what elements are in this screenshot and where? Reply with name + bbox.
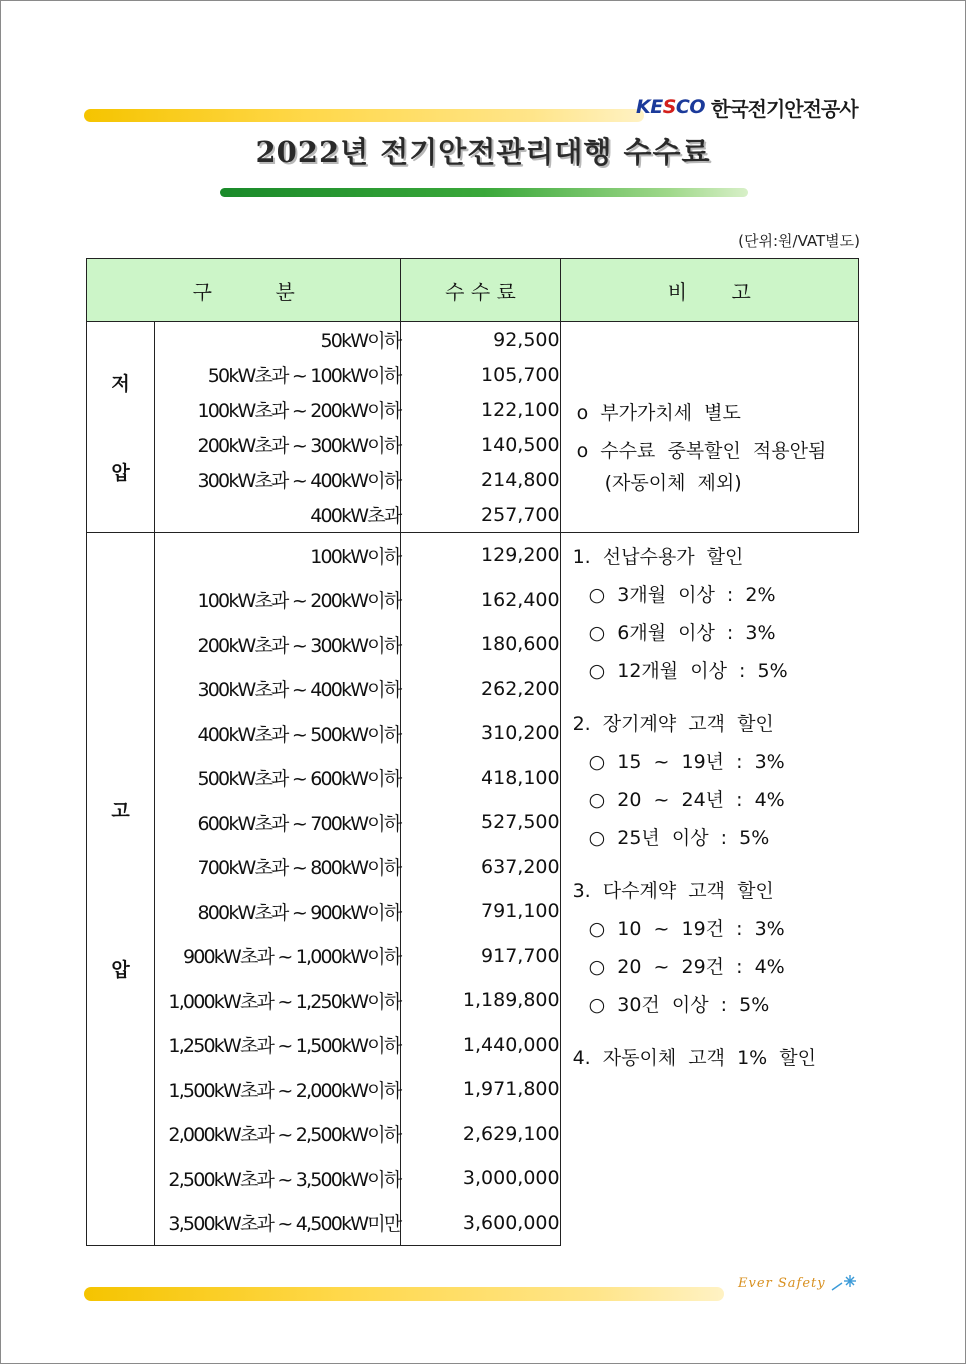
discount-item: ○ 25년 이상 : 5% (588, 827, 770, 849)
capacity-range: 400kW초과 (155, 497, 401, 533)
discount-item: ○ 20 ~ 29건 : 4% (588, 956, 785, 978)
capacity-range: 3,500kW초과 ~ 4,500kW미만 (155, 1201, 401, 1246)
kesco-logo (636, 92, 858, 122)
capacity-range: 600kW초과 ~ 700kW이하 (155, 800, 401, 845)
category-label-bottom: 압 (111, 959, 130, 981)
capacity-range: 300kW초과 ~ 400kW이하 (155, 462, 401, 497)
fee-amount: 1,971,800 (401, 1067, 560, 1112)
discount-title: 4. 자동이체 고객 1% 할인 (572, 1047, 817, 1069)
table-row (87, 1112, 859, 1157)
fee-amount: 105,700 (401, 357, 560, 392)
note-autopay-exception: (자동이체 제외) (604, 472, 742, 494)
capacity-range: 100kW초과 ~ 200kW이하 (155, 578, 401, 623)
remarks-cell (560, 322, 858, 1069)
capacity-range: 100kW초과 ~ 200kW이하 (155, 392, 401, 427)
org-name: 한국전기안전공사 (711, 96, 858, 121)
unit-note: (단위:원/VAT별도) (738, 232, 860, 250)
table-row (87, 1201, 859, 1246)
discount-item: ○ 3개월 이상 : 2% (588, 584, 776, 606)
title-underline-bar (220, 188, 748, 197)
discount-item: ○ 30건 이상 : 5% (588, 994, 770, 1016)
capacity-range: 400kW초과 ~ 500kW이하 (155, 711, 401, 756)
footer-gold-bar (84, 1287, 724, 1301)
capacity-range: 2,500kW초과 ~ 3,500kW이하 (155, 1156, 401, 1201)
fee-amount: 917,700 (401, 934, 560, 979)
capacity-range: 1,000kW초과 ~ 1,250kW이하 (155, 978, 401, 1023)
fee-amount: 162,400 (401, 578, 560, 623)
capacity-range: 1,250kW초과 ~ 1,500kW이하 (155, 1023, 401, 1068)
fee-amount: 418,100 (401, 756, 560, 801)
category-label-bottom: 압 (111, 462, 130, 484)
table-row (87, 1067, 859, 1112)
note-vat: o 부가가치세 별도 (576, 402, 741, 424)
fee-amount: 262,200 (401, 667, 560, 712)
capacity-range: 200kW초과 ~ 300kW이하 (155, 427, 401, 462)
table-row (87, 322, 859, 358)
category-label-top: 고 (111, 800, 130, 822)
kesco-logo-mark: KESCO (636, 96, 705, 118)
discount-item: ○ 12개월 이상 : 5% (588, 660, 788, 682)
high_voltage-label (87, 533, 155, 1246)
capacity-range: 800kW초과 ~ 900kW이하 (155, 889, 401, 934)
fee-amount: 637,200 (401, 845, 560, 890)
capacity-range: 500kW초과 ~ 600kW이하 (155, 756, 401, 801)
capacity-range: 300kW초과 ~ 400kW이하 (155, 667, 401, 712)
header-remarks: 비 고 (560, 259, 858, 322)
capacity-range: 50kW이하 (155, 322, 401, 358)
fee-amount: 214,800 (401, 462, 560, 497)
low_voltage-label (87, 322, 155, 533)
capacity-range: 900kW초과 ~ 1,000kW이하 (155, 934, 401, 979)
note-no-double-discount: o 수수료 중복할인 적용안됨 (576, 440, 827, 462)
capacity-range: 50kW초과 ~ 100kW이하 (155, 357, 401, 392)
fee-amount: 791,100 (401, 889, 560, 934)
fee-amount: 180,600 (401, 622, 560, 667)
fee-amount: 140,500 (401, 427, 560, 462)
discount-title: 3. 다수계약 고객 할인 (572, 880, 774, 902)
fee-amount: 1,189,800 (401, 978, 560, 1023)
table-header-row (87, 259, 859, 322)
capacity-range: 100kW이하 (155, 533, 401, 578)
discount-item: ○ 10 ~ 19건 : 3% (588, 918, 785, 940)
page-title: 2022년 전기안전관리대행 수수료 (255, 135, 711, 169)
fee-table (86, 258, 859, 1246)
fee-amount: 257,700 (401, 497, 560, 533)
category-label-top: 저 (111, 373, 130, 395)
discount-item: ○ 15 ~ 19년 : 3% (588, 751, 785, 773)
capacity-range: 700kW초과 ~ 800kW이하 (155, 845, 401, 890)
capacity-range: 1,500kW초과 ~ 2,000kW이하 (155, 1067, 401, 1112)
header-category: 구 분 (87, 259, 401, 322)
header-gold-bar (84, 109, 644, 122)
fee-amount: 3,000,000 (401, 1156, 560, 1201)
ever-safety-logo: Ever Safety (738, 1276, 826, 1291)
discount-title: 2. 장기계약 고객 할인 (572, 713, 774, 735)
fee-amount: 129,200 (401, 533, 560, 578)
fee-amount: 2,629,100 (401, 1112, 560, 1157)
header-fee: 수 수 료 (401, 259, 560, 322)
fee-amount: 527,500 (401, 800, 560, 845)
capacity-range: 2,000kW초과 ~ 2,500kW이하 (155, 1112, 401, 1157)
fee-amount: 122,100 (401, 392, 560, 427)
fee-amount: 3,600,000 (401, 1201, 560, 1246)
fee-amount: 310,200 (401, 711, 560, 756)
discount-title: 1. 선납수용가 할인 (572, 546, 744, 568)
table-row (87, 1156, 859, 1201)
discount-item: ○ 20 ~ 24년 : 4% (588, 789, 785, 811)
sparkle-icon (826, 1272, 860, 1294)
capacity-range: 200kW초과 ~ 300kW이하 (155, 622, 401, 667)
fee-amount: 92,500 (401, 322, 560, 358)
discount-item: ○ 6개월 이상 : 3% (588, 622, 776, 644)
fee-amount: 1,440,000 (401, 1023, 560, 1068)
